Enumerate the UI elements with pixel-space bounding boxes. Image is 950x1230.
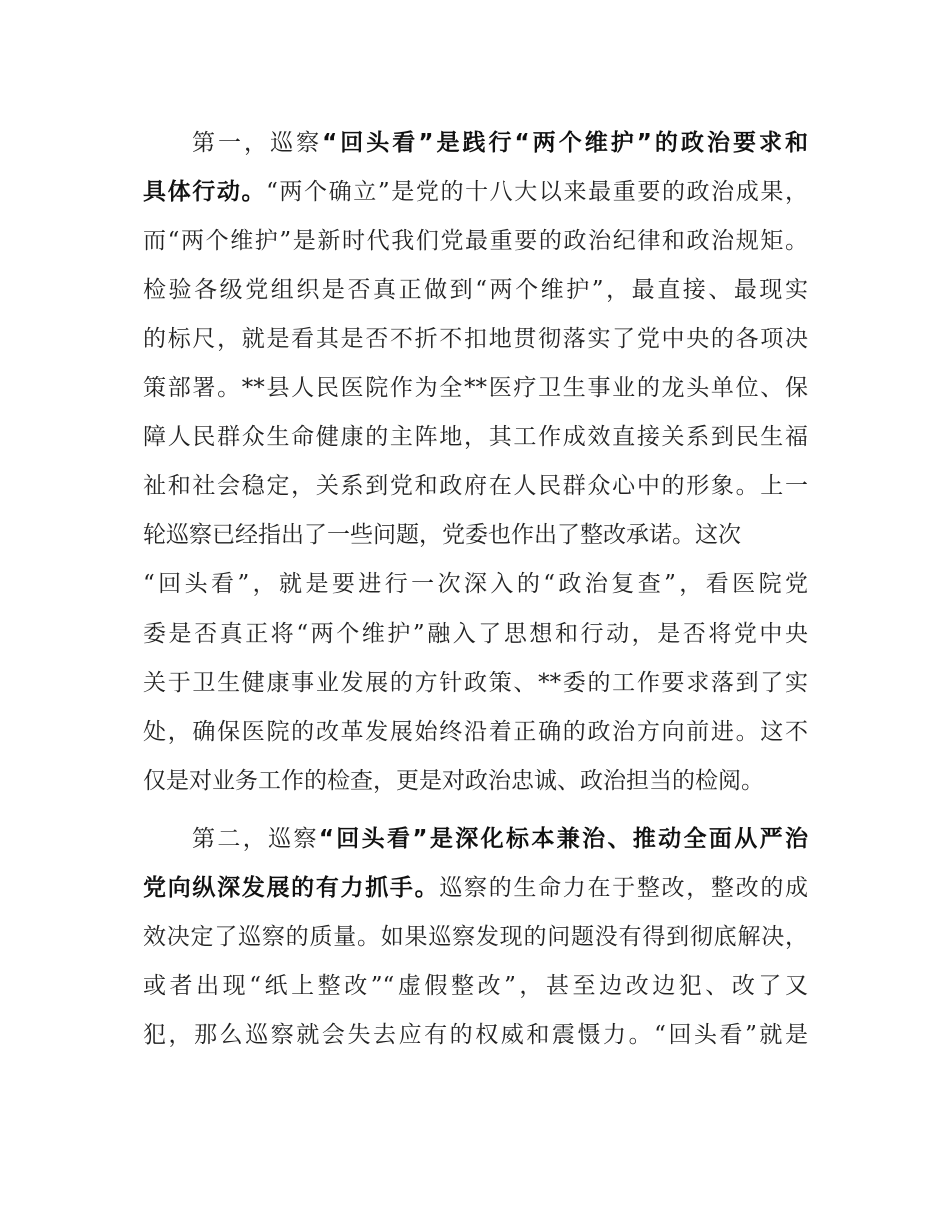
text-line (143, 462, 808, 511)
bold-heading-run: 具体行动。 (143, 179, 267, 205)
text-line (143, 168, 808, 217)
text-line (192, 119, 808, 168)
text-line (143, 708, 808, 757)
text-line (143, 315, 808, 364)
text-line (143, 757, 808, 806)
text-run: 关于卫生健康事业发展的方针政策、**委的工作要求落到了实 (143, 670, 808, 696)
text-run: 轮巡察已经指出了一些问题，党委也作出了整改承诺。这次 (143, 522, 741, 548)
text-run: 巡察的生命力在于整改，整改的成 (439, 875, 809, 901)
text-line (143, 364, 808, 413)
text-run: 障人民群众生命健康的主阵地，其工作成效直接关系到民生福 (143, 424, 808, 450)
text-run: 第二，巡察 (192, 826, 319, 852)
text-line (143, 1011, 808, 1060)
text-run: 委是否真正将“两个维护”融入了思想和行动，是否将党中央 (143, 621, 808, 647)
text-line (143, 913, 808, 962)
bold-heading-run: 党向纵深发展的有力抓手。 (143, 875, 440, 901)
text-run: 策部署。**县人民医院作为全**医疗卫生事业的龙头单位、保 (143, 375, 808, 401)
text-run: 而“两个维护”是新时代我们党最重要的政治纪律和政治规矩。 (143, 228, 808, 254)
text-line (143, 217, 808, 266)
text-line (143, 413, 808, 462)
text-run: 仅是对业务工作的检查，更是对政治忠诚、政治担当的检阅。 (143, 768, 764, 794)
text-run: “两个确立”是党的十八大以来最重要的政治成果， (266, 179, 808, 205)
bold-heading-run: “回头看”是践行“两个维护”的政治要求和 (322, 130, 809, 156)
text-line (143, 266, 808, 315)
text-line (192, 815, 808, 864)
bold-heading-run: “回头看”是深化标本兼治、推动全面从严治 (318, 826, 808, 852)
text-run: 第一，巡察 (192, 130, 323, 156)
text-line (143, 511, 808, 560)
text-run: 犯，那么巡察就会失去应有的权威和震慑力。“回头看”就是 (143, 1022, 808, 1048)
text-run: 的标尺，就是看其是否不折不扣地贯彻落实了党中央的各项决 (143, 326, 808, 352)
text-run: 或者出现“纸上整改”“虚假整改”，甚至边改边犯、改了又 (143, 973, 808, 999)
text-run: 祉和社会稳定，关系到党和政府在人民群众心中的形象。上一 (143, 473, 808, 499)
text-line (143, 864, 808, 913)
text-line (143, 659, 808, 708)
text-run: “回头看”，就是要进行一次深入的“政治复查”，看医院党 (143, 571, 808, 597)
text-run: 效决定了巡察的质量。如果巡察发现的问题没有得到彻底解决， (143, 924, 808, 950)
text-run: 处，确保医院的改革发展始终沿着正确的政治方向前进。这不 (143, 719, 808, 745)
text-run: 检验各级党组织是否真正做到“两个维护”，最直接、最现实 (143, 277, 808, 303)
text-line (143, 962, 808, 1011)
text-line (143, 560, 808, 609)
text-line (143, 610, 808, 659)
